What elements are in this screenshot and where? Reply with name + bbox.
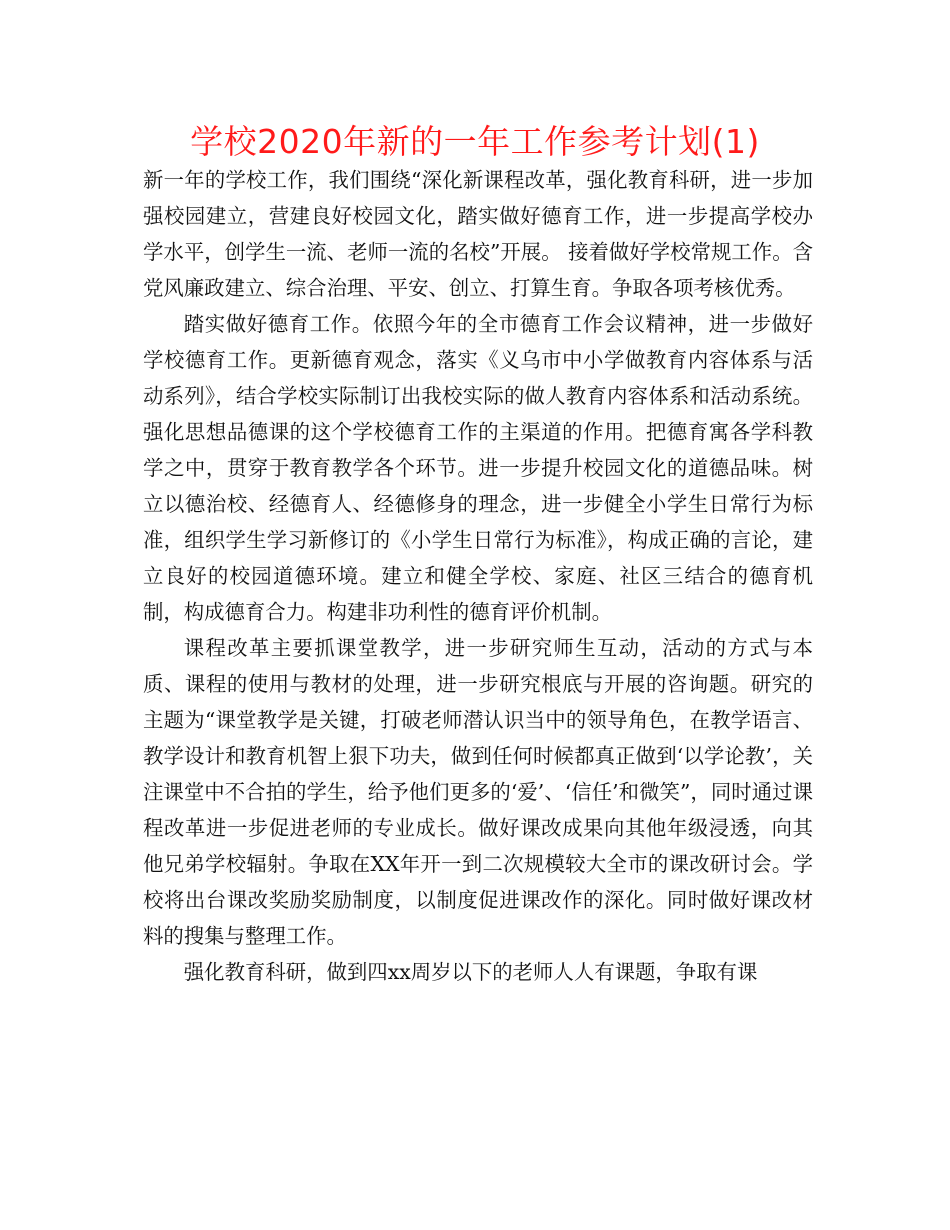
paragraph-curriculum-reform: 课程改革主要抓课堂教学，进一步研究师生互动，活动的方式与本质、课程的使用与教材的处理，进一步研究根底与开展的咨询题。研究的主题为“课堂教学是关键，打破老师潜认识当中的领导角色，在教学语言、教学设计和教育机智上狠下功夫，做到任何时候都真正做到‘以学论教’，关注课堂中不合拍的学生，给予他们更多的‘爱’、‘信任’和微笑”，同时通过课程改革进一步促进老师的专业成长。做好课改成果向其他年级浸透，向其他兄弟学校辐射。争取在XX年开一到二次规模较大全市的课改研讨会。学校将出台课改奖励奖励制度，以制度促进课改作的深化。同时做好课改材料的搜集与整理工作。 <box>143 636 813 948</box>
paragraph-intro: 新一年的学校工作，我们围绕“深化新课程改革，强化教育科研，进一步加强校园建立，营建良好校园文化，踏实做好德育工作，进一步提高学校办学水平，创学生一流、老师一流的名校”开展。 接着做好学校常规工作。含党风廉政建立、综合治理、平安、创立、打算生育。争取各项考核优秀。 <box>143 168 813 300</box>
document-title: 学校2020年新的一年工作参考计划(1) <box>190 122 760 161</box>
document-body <box>143 162 813 990</box>
paragraph-moral-education: 踏实做好德育工作。依照今年的全市德育工作会议精神，进一步做好学校德育工作。更新德育观念，落实《义乌市中小学做教育内容体系与活动系列》，结合学校实际制订出我校实际的做人教育内容体系和活动系统。强化思想品德课的这个学校德育工作的主渠道的作用。把德育寓各学科教学之中，贯穿于教育教学各个环节。进一步提升校园文化的道德品味。树立以德治校、经德育人、经德修身的理念，进一步健全小学生日常行为标准，组织学生学习新修订的《小学生日常行为标准》，构成正确的言论，建立良好的校园道德环境。建立和健全学校、家庭、社区三结合的德育机制，构成德育合力。构建非功利性的德育评价机制。 <box>143 312 813 624</box>
paragraph-research: 强化教育科研，做到四xx周岁以下的老师人人有课题，争取有课 <box>183 960 758 984</box>
